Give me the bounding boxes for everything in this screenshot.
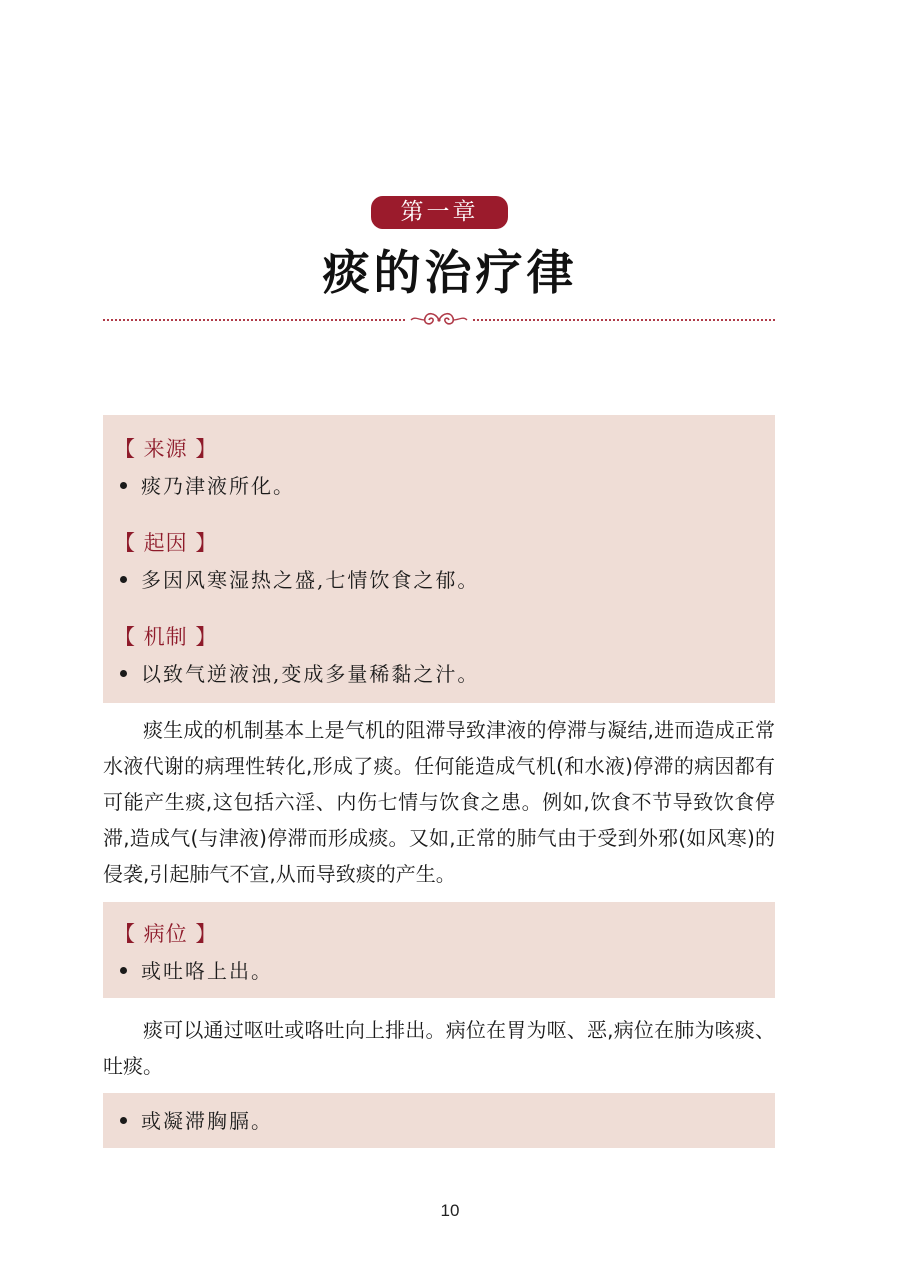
divider-line-right <box>473 319 775 321</box>
flourish-icon <box>407 308 471 332</box>
body-paragraph-1 <box>103 712 775 892</box>
bullet-item-mechanism: 以致气逆液浊,变成多量稀黏之汁。 <box>120 660 479 688</box>
section-label-cause: 【 起因 】 <box>114 531 218 555</box>
bullet-dot <box>120 670 127 677</box>
bullet-item-cause: 多因风寒湿热之盛,七情饮食之郁。 <box>120 566 479 594</box>
bullet-item-location: 或吐咯上出。 <box>120 957 273 985</box>
bullet-dot <box>120 967 127 974</box>
section-label-source: 【 来源 】 <box>114 437 218 461</box>
page-number: 10 <box>440 1201 460 1220</box>
bullet-dot <box>120 482 127 489</box>
chapter-badge: 第一章 <box>371 196 508 229</box>
bullet-item-source: 痰乃津液所化。 <box>120 472 295 500</box>
body-paragraph-2 <box>103 1012 775 1084</box>
ornamental-divider <box>103 308 775 332</box>
paragraph-text: 痰生成的机制基本上是气机的阻滞导致津液的停滞与凝结,进而造成正常水液代谢的病理性转化,形成了痰。任何能造成气机(和水液)停滞的病因都有可能产生痰,这包括六淫、内伤七情与饮食之患。例如,饮食不节导致饮食停滞,造成气(与津液)停滞而形成痰。又如,正常的肺气由于受到外邪(如风寒)的侵袭,引起肺气不宣,从而导致痰的产生。 <box>103 718 775 886</box>
section-label-mechanism: 【 机制 】 <box>114 625 218 649</box>
info-box-origin <box>103 415 775 703</box>
bullet-dot <box>120 576 127 583</box>
paragraph-text: 痰可以通过呕吐或咯吐向上排出。病位在胃为呕、恶,病位在肺为咳痰、吐痰。 <box>103 1018 775 1078</box>
section-label-location: 【 病位 】 <box>114 922 218 946</box>
bullet-dot <box>120 1117 127 1124</box>
bullet-item-last: 或凝滞胸膈。 <box>120 1107 273 1135</box>
info-box-last <box>103 1093 775 1148</box>
divider-line-left <box>103 319 405 321</box>
info-box-location <box>103 902 775 998</box>
chapter-title: 痰的治疗律 <box>322 246 578 301</box>
